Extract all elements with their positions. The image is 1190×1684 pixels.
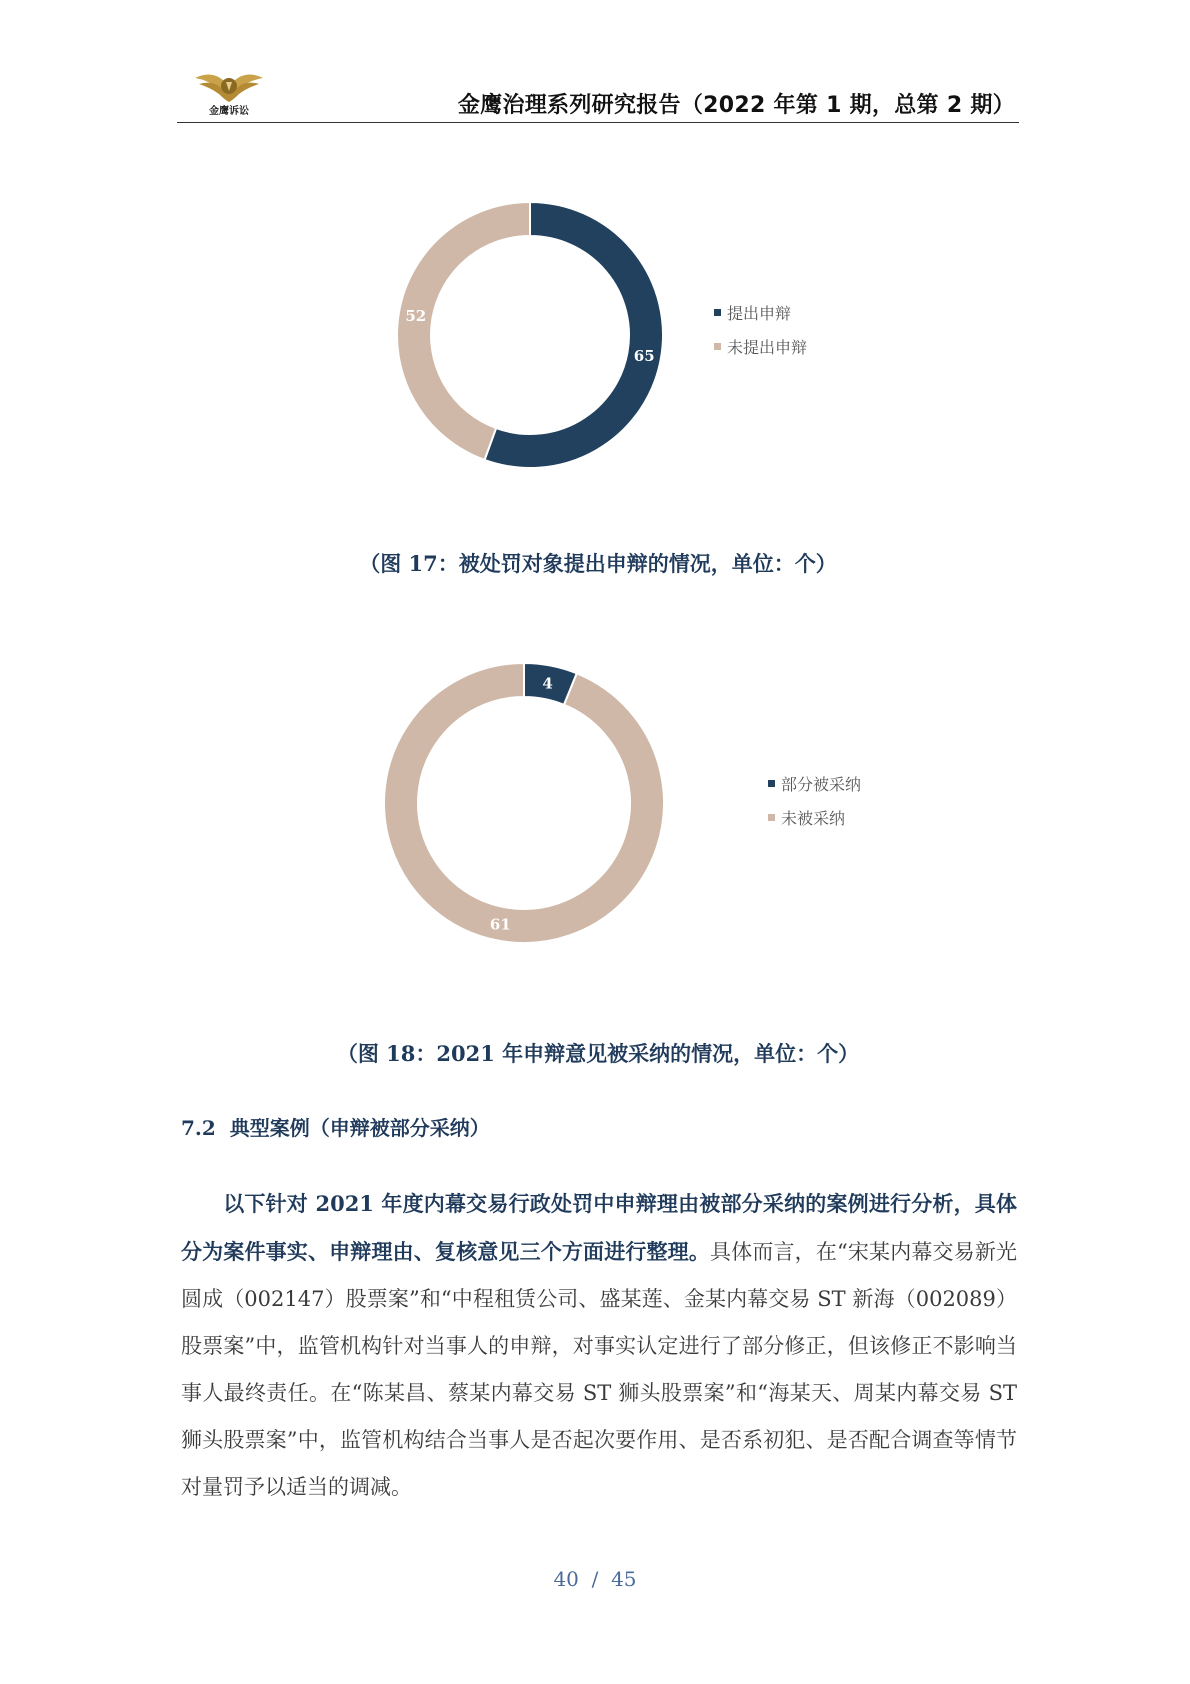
chart-legend <box>714 301 807 369</box>
paragraph-text: 具体而言，在“宋某内幕交易新光圆成（002147）股票案”和“中程租赁公司、盛某莲、金某内幕交易 ST 新海（002089）股票案”中，监管机构针对当事人的申辩，对事实认定进行了部分修正，但该修正不影响当事人最终责任。在“陈某昌、蔡某内幕交易 ST 狮头股票案”和“海某天、周某内幕交易 ST 狮头股票案”中，监管机构结合当事人是否起次要作用、是否系初犯、是否配合调查等情节对量罚予以适当的调减。 <box>181 1240 1017 1499</box>
page-number: 40 / 45 <box>553 1567 637 1591</box>
legend-swatch-icon <box>768 814 775 821</box>
paragraph-bold-lead: 以下针对 2021 年度内幕交易行政处罚中申辩理由被部分采纳的案例进行分析，具体分为案件事实、申辩理由、复核意见三个方面进行整理。 <box>181 1191 1017 1264</box>
legend-item: 提出申辩 <box>714 301 807 335</box>
donut-data-label: 4 <box>542 674 553 693</box>
donut-slice-未提出申辩 <box>397 202 530 460</box>
chart-legend <box>768 772 861 840</box>
body-paragraph <box>181 1180 1017 1511</box>
donut-chart-adoption <box>369 648 889 958</box>
donut-chart-defense-svg <box>380 185 680 485</box>
figure-18-caption: （图 18：2021 年申辩意见被采纳的情况，单位：个） <box>336 1041 860 1066</box>
legend-swatch-icon <box>714 309 721 316</box>
donut-data-label: 61 <box>489 915 511 934</box>
donut-chart-defense <box>380 185 808 485</box>
legend-item: 未提出申辩 <box>714 335 807 369</box>
donut-data-label: 52 <box>405 306 427 325</box>
legend-swatch-icon <box>714 343 721 350</box>
legend-swatch-icon <box>768 780 775 787</box>
logo-text: 金鹰诉讼 <box>209 106 249 117</box>
donut-slice-未被采纳 <box>384 663 664 943</box>
donut-chart-adoption-svg <box>369 648 679 958</box>
legend-item: 未被采纳 <box>768 806 861 840</box>
donut-slice-提出申辩 <box>485 202 663 468</box>
section-heading: 7.2 典型案例（申辩被部分采纳） <box>181 1116 490 1140</box>
figure-17-caption: （图 17：被处罚对象提出申辩的情况，单位：个） <box>359 551 837 576</box>
legend-item: 部分被采纳 <box>768 772 861 806</box>
report-title: 金鹰治理系列研究报告（2022 年第 1 期，总第 2 期） <box>457 93 1015 118</box>
page-header <box>177 60 1019 123</box>
donut-data-label: 65 <box>633 347 655 366</box>
